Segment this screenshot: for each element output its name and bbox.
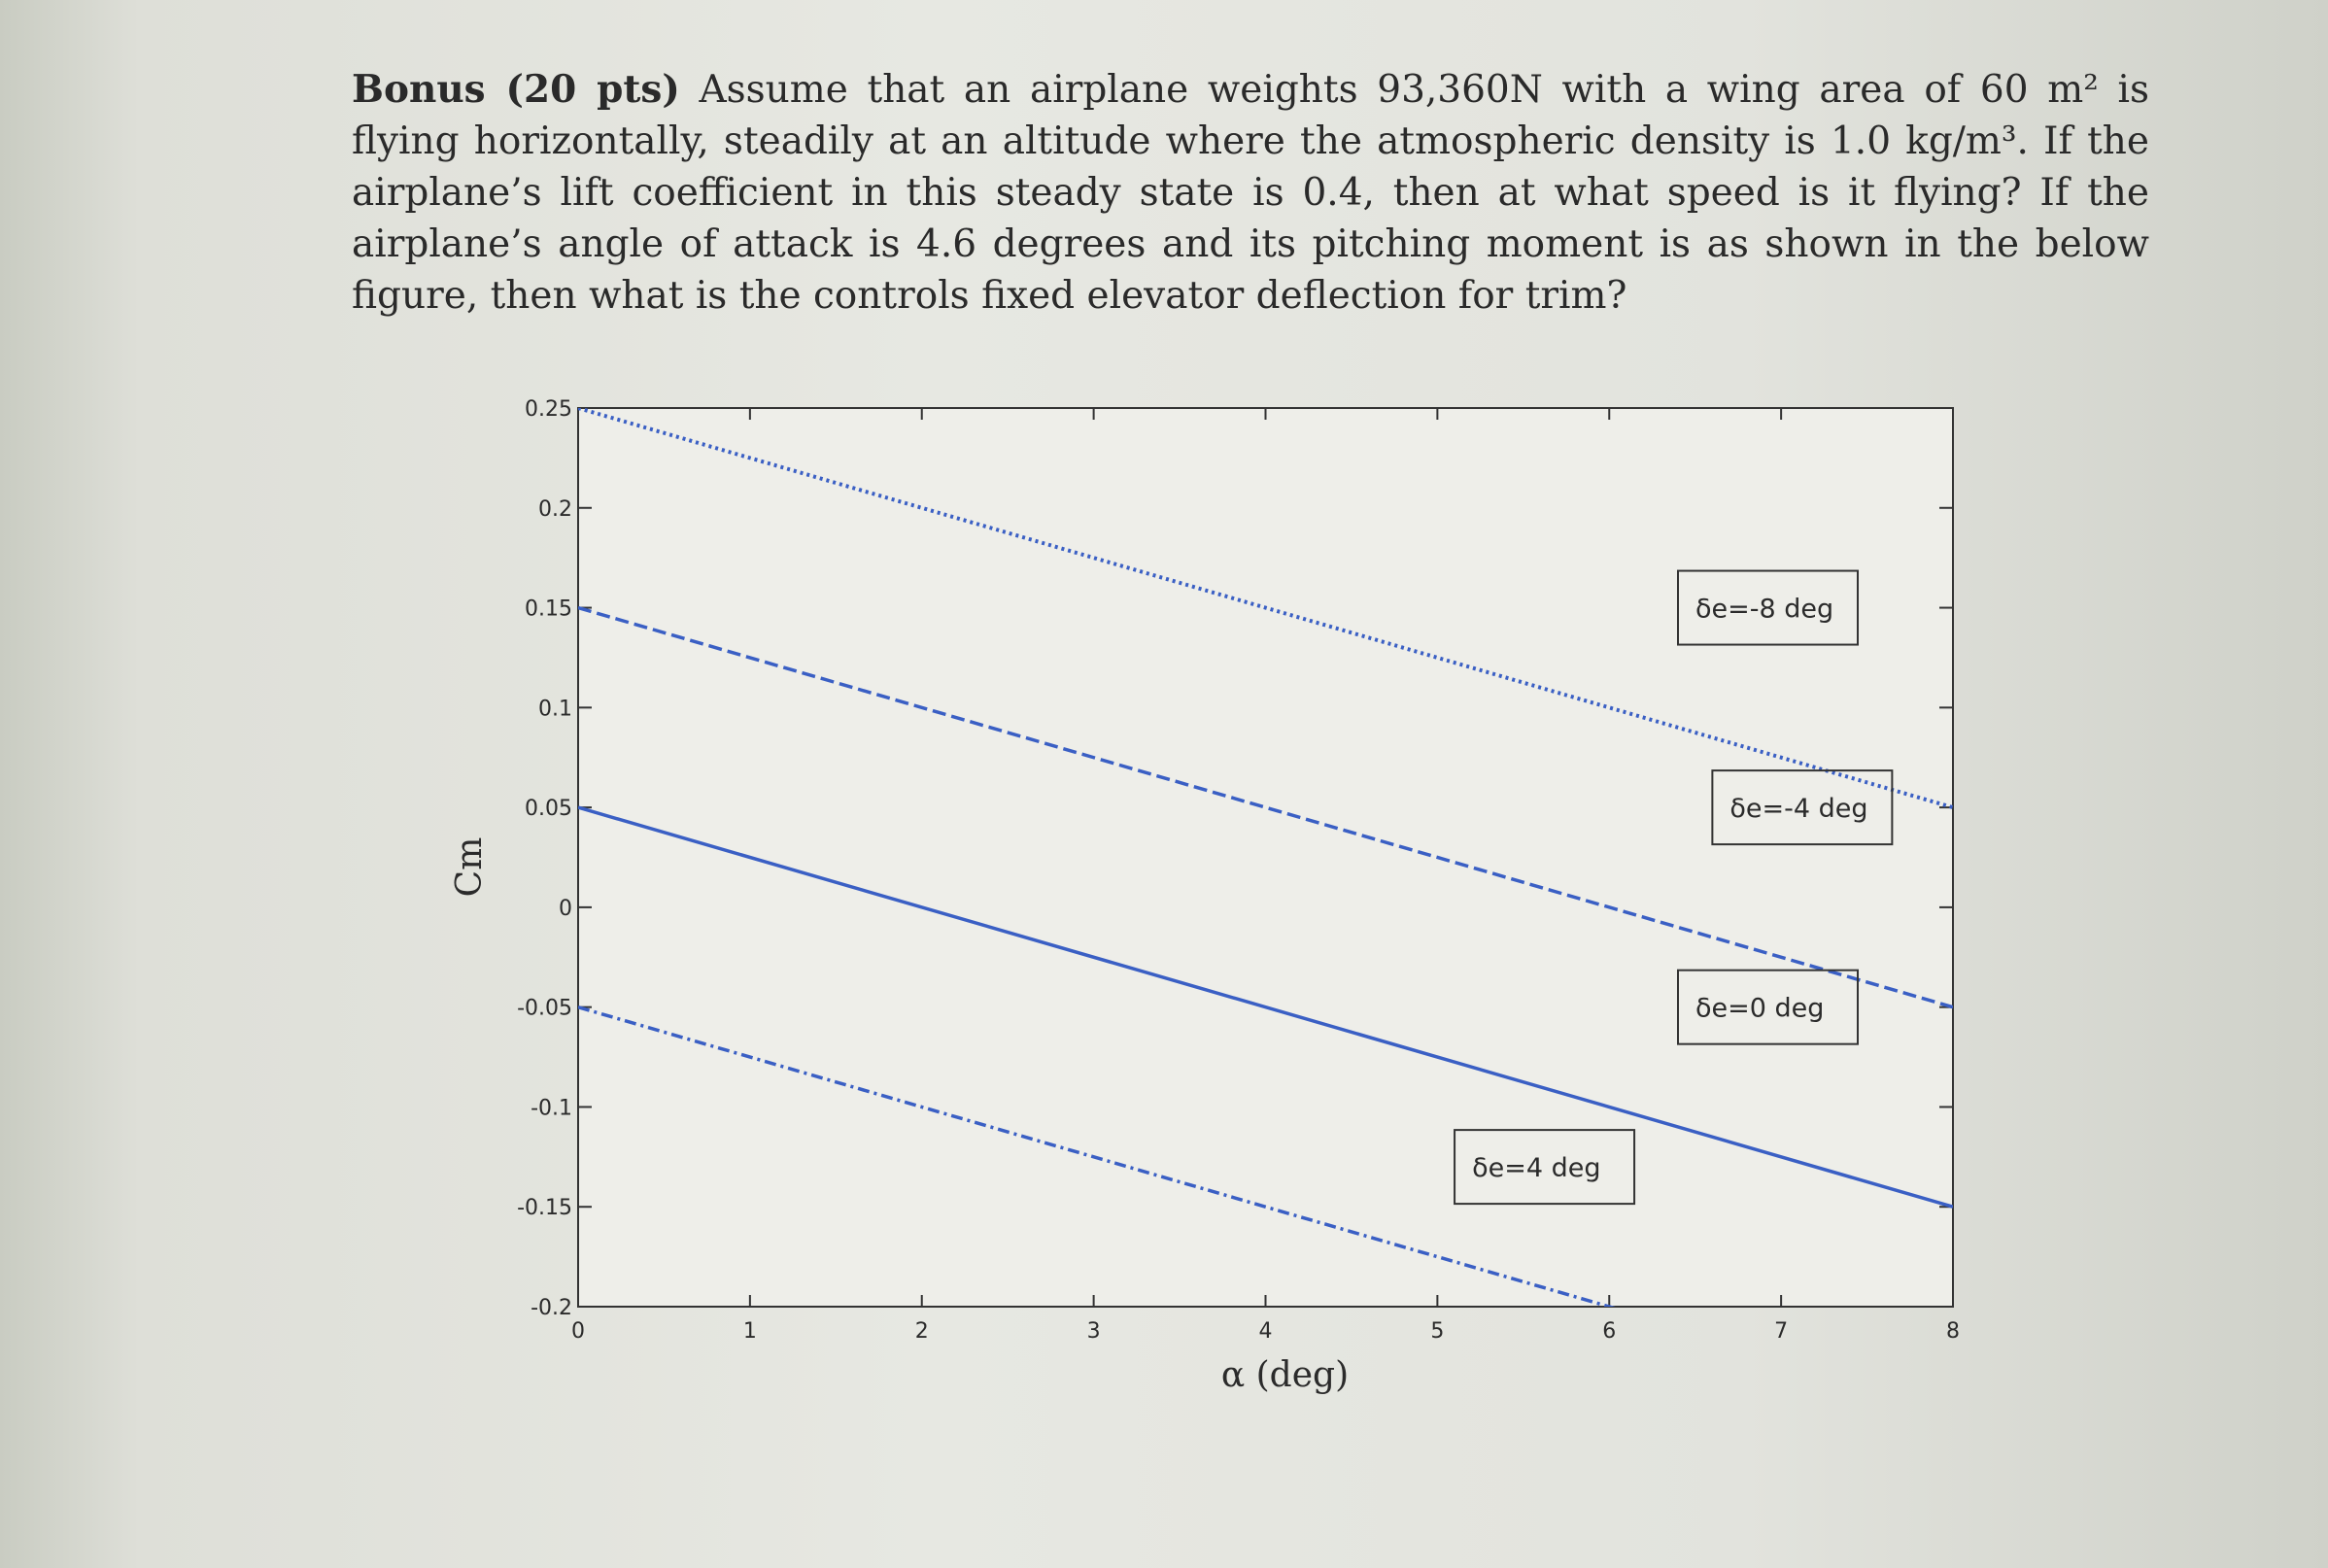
y-tick-label: 0.2 xyxy=(538,496,572,522)
y-tick-label: 0 xyxy=(559,896,572,921)
annotation-label: δe=4 deg xyxy=(1472,1153,1601,1184)
x-axis-label: α (deg) xyxy=(1220,1355,1350,1395)
y-tick-label: 0.25 xyxy=(525,397,572,422)
x-tick-label: 2 xyxy=(914,1319,929,1344)
y-tick-label: -0.05 xyxy=(517,996,572,1021)
x-tick-label: 8 xyxy=(1946,1319,1960,1344)
x-tick-label: 4 xyxy=(1258,1319,1273,1344)
problem-text: Assume that an airplane weights 93,360N with a wing area of 60 m² is flying horizontally, steadily at an altitude where the atmospheric density is 1.0 kg/m³. If the airplane’s lift coefficient in this steady state is 0.4, then at what speed is it flying? If the airplane’s angle of attack is 4.6 degrees and its pitching moment is as shown in the below figure, then what is the controls fixed elevator deflection for trim? xyxy=(352,68,2149,318)
y-tick-label: 0.15 xyxy=(525,597,572,622)
annotation-label: δe=-8 deg xyxy=(1695,594,1834,625)
x-tick-label: 6 xyxy=(1602,1319,1617,1344)
y-axis-label: Cm xyxy=(450,836,490,898)
annotation-label: δe=-4 deg xyxy=(1729,794,1868,825)
x-tick-label: 3 xyxy=(1086,1319,1101,1344)
y-tick-label: -0.1 xyxy=(531,1096,572,1121)
y-tick-label: 0.05 xyxy=(525,797,572,822)
annotation-label: δe=0 deg xyxy=(1695,993,1825,1024)
x-tick-label: 5 xyxy=(1430,1319,1445,1344)
y-tick-label: 0.1 xyxy=(538,697,572,722)
plot-frame xyxy=(578,408,1953,1307)
problem-heading: Bonus (20 pts) xyxy=(352,67,680,112)
y-tick-label: -0.15 xyxy=(517,1196,572,1221)
x-tick-label: 0 xyxy=(571,1319,585,1344)
plot-area xyxy=(578,408,1953,1307)
x-tick-label: 7 xyxy=(1774,1319,1789,1344)
y-tick-label: -0.2 xyxy=(531,1296,572,1320)
x-tick-label: 1 xyxy=(742,1319,757,1344)
